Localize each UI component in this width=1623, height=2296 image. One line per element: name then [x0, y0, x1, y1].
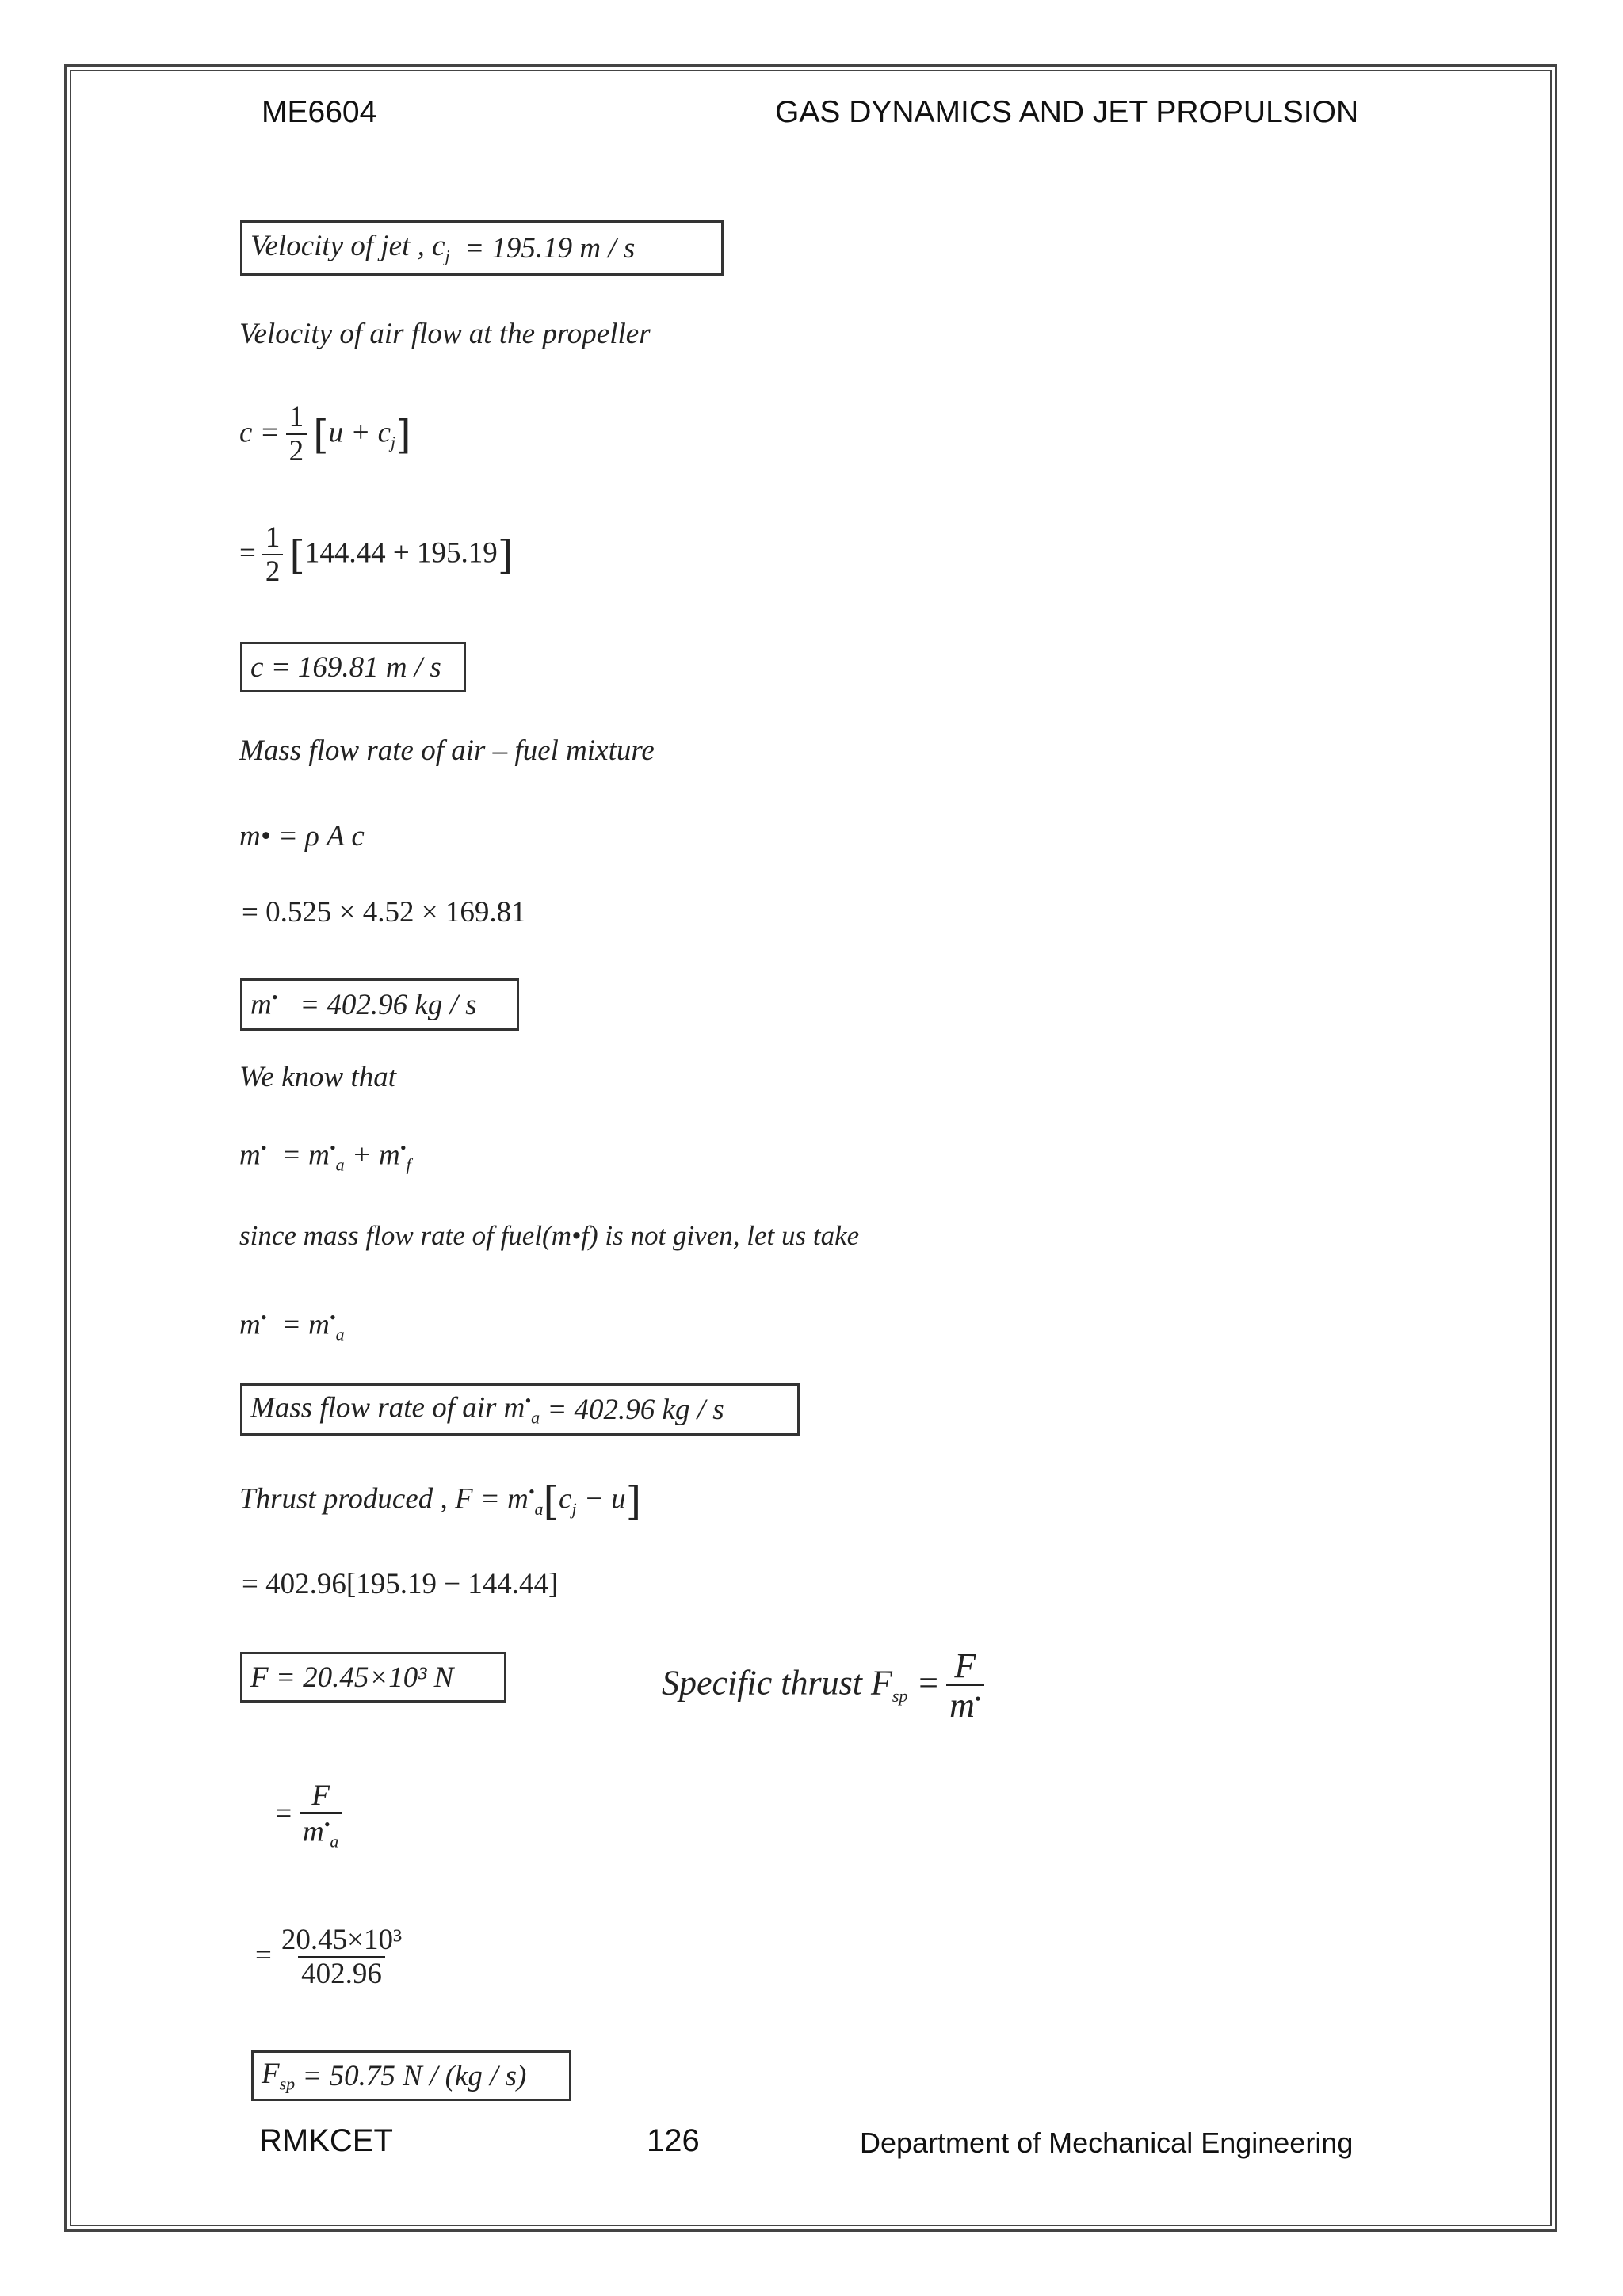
c-sum-values: 144.44 + 195.19	[304, 536, 498, 570]
specific-thrust-result-box: $F_{sp}$ = 50.75 N / (kg / s)	[251, 2050, 571, 2101]
footer-department: Department of Mechanical Engineering	[860, 2126, 1354, 2159]
fraction-denominator: 402.96	[298, 1956, 385, 1990]
footer-college: RMKCET	[259, 2123, 393, 2158]
course-code: ME6604	[262, 95, 377, 129]
m-result-box: m• = 402.96 kg / s	[240, 978, 519, 1031]
mass-flow-heading: Mass flow rate of air – fuel mixture	[239, 734, 655, 767]
air-mass-flow-box: Mass flow rate of air $m^•_a$ = 402.96 kg / s	[240, 1383, 800, 1436]
thrust-result-box: F = 20.45×10³ N	[240, 1652, 506, 1703]
since-statement: since mass flow rate of fuel(m•f) is not given, let us take	[239, 1220, 860, 1251]
fsp-result-value: = 50.75 N / (kg / s)	[302, 2059, 527, 2092]
m-product: = 0.525 × 4.52 × 169.81	[242, 896, 526, 929]
m-equals-ma: $m^• = m^•_a$	[239, 1307, 345, 1344]
m-result-value: = 402.96 kg / s	[300, 988, 477, 1021]
course-title: GAS DYNAMICS AND JET PROPULSION	[775, 95, 1359, 129]
ma-result-value: = 402.96 kg / s	[547, 1393, 724, 1426]
fraction-numerator: 20.45×10³	[281, 1924, 403, 1956]
jet-velocity-value: = 195.19 m / s	[464, 231, 636, 265]
we-know-that: We know that	[239, 1061, 397, 1093]
mass-sum-equation: $m^• = m^•_a + m^•_f$	[239, 1138, 411, 1175]
m-equals-rho-a-c: m• = ρ A c	[239, 820, 365, 852]
jet-velocity-box: Velocity of jet , $c_j$ = 195.19 m / s	[240, 220, 724, 276]
footer-page-number: 126	[647, 2123, 700, 2158]
c-formula: c = $\frac{1}{2}$ $[u + c_j]$	[239, 401, 411, 467]
air-flow-heading: Velocity of air flow at the propeller	[239, 318, 651, 350]
f-over-ma: = $\frac{F}{m^•_a}$	[273, 1781, 348, 1851]
c-result-box: c = 169.81 m / s	[240, 642, 466, 692]
specific-thrust-formula: Specific thrust $F_{sp}$ = $\frac{F}{m^•}$	[662, 1648, 991, 1724]
thrust-calculation: = 402.96[195.19 − 144.44]	[242, 1568, 559, 1600]
c-substitution: = $\frac{1}{2}$ [144.44 + 195.19]	[239, 521, 514, 588]
thrust-formula: Thrust produced , $F = m^•_a[c_j - u]$	[239, 1478, 642, 1524]
fsp-numeric-fraction: = $\frac{\text{20.45×10³}}{402.96}$	[255, 1925, 411, 1990]
